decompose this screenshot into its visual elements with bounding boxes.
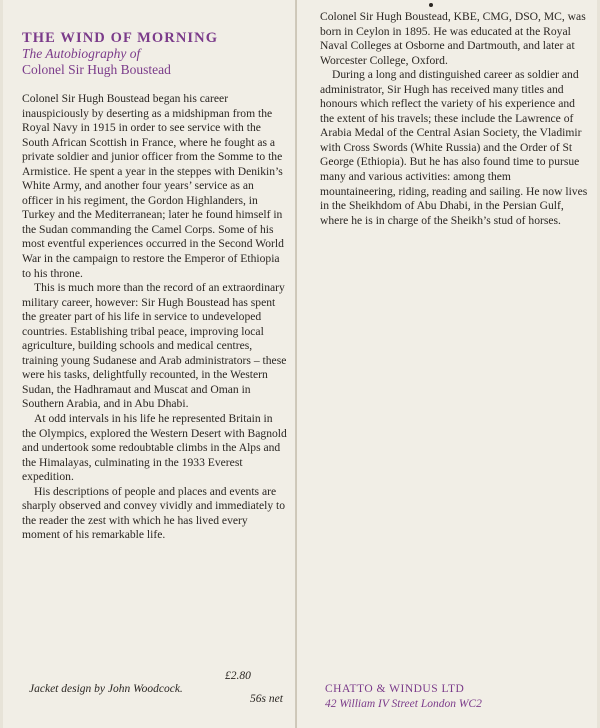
blurb-paragraph: His descriptions of people and places and events are sharply observed and convey vividly and immediately to the reader the zest with which he has lived every moment of his remarkable life. [22,484,286,542]
book-title: THE WIND OF MORNING [22,30,219,46]
book-author: Colonel Sir Hugh Boustead [22,62,171,77]
blurb-paragraph: This is much more than the record of an extraordinary military career, however: Sir Hugh Boustead has spent the greater part of his life in service to undeveloped countries. Establishing tribal peace, improving local agriculture, building schools and medical centres, training young Sudanese and Arab administrators – these were his tasks, delightfully recounted, in the Western Sudan, the Hadhramaut and Muscat and Oman in Southern Arabia, and in Abu Dhabi. [22,281,287,411]
back-flap-content [320,10,588,228]
author-bio-paragraph: During a long and distinguished career as soldier and administrator, Sir Hugh has received many titles and honours which reflect the variety of his experience and the extent of his travels; these include the Lawrence of Arabia Medal of the Central Asian Society, the Vladimir with Cross Swords (White Russia) and the Order of St George (Ethiopia). But he has also found time to pursue many and various activities: among them mountaineering, riding, reading and sailing. He now lives in the Sheikhdom of Abu Dhabi, in the Persian Gulf, where he is in charge of the Sheikh’s stud of horses. [320,68,588,227]
front-flap-content [22,30,287,543]
publisher-address: 42 William IV Street London WC2 [325,698,482,710]
blurb-paragraph: At odd intervals in his life he represented Britain in the Olympics, explored the Western Desert with Bagnold and undertook some redoubtable climbs in the Alps and the Himalayas, culminating in the 1933 Everest expedition. [22,412,287,484]
back-flap [297,0,597,728]
author-bio-paragraph: Colonel Sir Hugh Boustead, KBE, CMG, DSO, MC, was born in Ceylon in 1895. He was educated at the Royal Naval Colleges at Osborne and Dartmouth, and later at Worcester College, Oxford. [320,10,586,67]
book-subtitle: The Autobiography of [22,46,141,61]
publisher-name: CHATTO & WINDUS LTD [325,683,465,695]
price-decimal: £2.80 [225,670,251,682]
punch-hole-mark [429,3,433,7]
price-net: 56s net [250,693,283,705]
front-flap [3,0,296,728]
blurb-paragraph: Colonel Sir Hugh Boustead began his career inauspiciously by deserting as a midshipman from the Royal Navy in 1915 in order to see service with the South African Scottish in France, where he fought as a private soldier and junior officer from the Somme to the Armistice. He spent a year in the steppes with Denikin’s White Army, and another four years’ service as an officer in his regiment, the Gordon Highlanders, in Turkey and the Mediterranean; later he found himself in the Sudan commanding the Camel Corps. Some of his most eventful experiences occurred in the Second World War in the campaign to restore the Emperor of Ethiopia to his throne. [22,92,284,280]
jacket-credit: Jacket design by John Woodcock. [29,683,183,695]
